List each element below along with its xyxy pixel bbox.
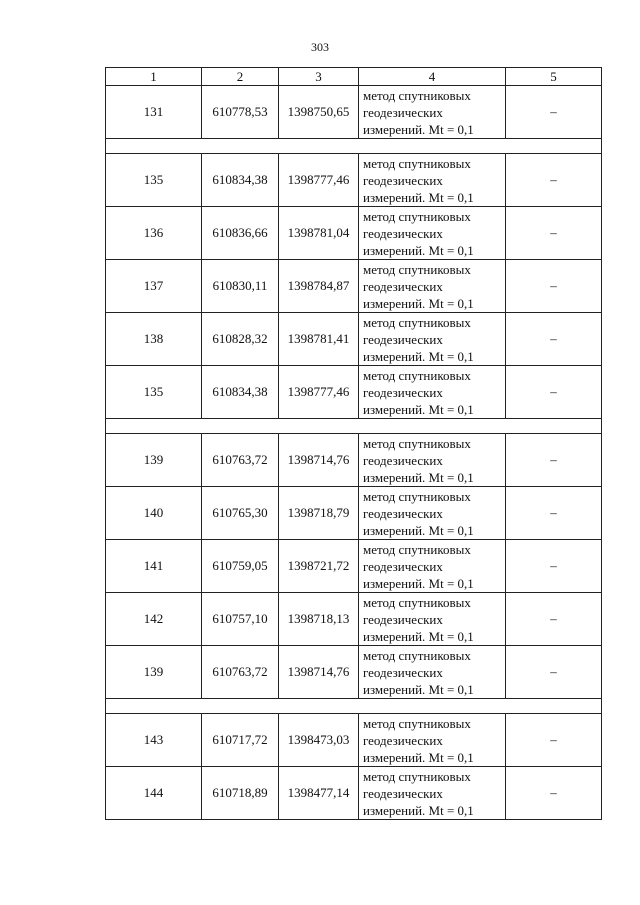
x-coordinate-cell: 610828,32 [202,313,279,366]
method-line: измерений. Mt = 0,1 [363,242,474,258]
separator-row [106,139,602,154]
method-line: метод спутниковых [363,435,471,451]
x-coordinate-cell: 610834,38 [202,366,279,419]
method-line: метод спутниковых [363,367,471,383]
method-cell [359,646,506,699]
method-line: геодезических [363,558,443,574]
table-row [106,540,602,593]
point-number-cell: 137 [106,260,202,313]
point-number-cell: 144 [106,767,202,820]
point-number-cell: 139 [106,646,202,699]
method-line: измерений. Mt = 0,1 [363,189,474,205]
x-coordinate-cell: 610765,30 [202,487,279,540]
method-line: измерений. Mt = 0,1 [363,295,474,311]
separator-row [106,699,602,714]
method-line: метод спутниковых [363,768,471,784]
column-header: 4 [359,68,506,86]
x-coordinate-cell: 610830,11 [202,260,279,313]
method-cell [359,86,506,139]
separator-cell [106,139,602,154]
method-line: измерений. Mt = 0,1 [363,575,474,591]
y-coordinate-cell: 1398777,46 [279,154,359,207]
method-cell [359,207,506,260]
method-line: геодезических [363,384,443,400]
point-number-cell: 135 [106,154,202,207]
method-line: измерений. Mt = 0,1 [363,348,474,364]
page-number: 303 [311,40,329,54]
y-coordinate-cell: 1398750,65 [279,86,359,139]
table-row [106,487,602,540]
header-row [106,68,602,86]
y-coordinate-cell: 1398721,72 [279,540,359,593]
separator-row [106,419,602,434]
method-line: измерений. Mt = 0,1 [363,522,474,538]
x-coordinate-cell: 610757,10 [202,593,279,646]
method-cell [359,540,506,593]
method-line: геодезических [363,611,443,627]
point-number-cell: 142 [106,593,202,646]
method-cell [359,593,506,646]
method-line: метод спутниковых [363,715,471,731]
method-line: метод спутниковых [363,647,471,663]
separator-cell [106,419,602,434]
method-line: геодезических [363,732,443,748]
note-cell: – [506,540,602,593]
table-row [106,313,602,366]
y-coordinate-cell: 1398781,04 [279,207,359,260]
method-line: метод спутниковых [363,155,471,171]
method-cell [359,767,506,820]
method-cell [359,260,506,313]
method-line: геодезических [363,331,443,347]
x-coordinate-cell: 610778,53 [202,86,279,139]
point-number-cell: 138 [106,313,202,366]
y-coordinate-cell: 1398714,76 [279,646,359,699]
x-coordinate-cell: 610718,89 [202,767,279,820]
method-cell [359,434,506,487]
y-coordinate-cell: 1398777,46 [279,366,359,419]
y-coordinate-cell: 1398781,41 [279,313,359,366]
coordinates-table [105,67,602,820]
point-number-cell: 141 [106,540,202,593]
table-body [106,86,602,820]
method-line: метод спутниковых [363,261,471,277]
method-line: геодезических [363,505,443,521]
x-coordinate-cell: 610759,05 [202,540,279,593]
method-cell [359,366,506,419]
note-cell: – [506,646,602,699]
y-coordinate-cell: 1398477,14 [279,767,359,820]
note-cell: – [506,714,602,767]
method-line: метод спутниковых [363,541,471,557]
table-row [106,154,602,207]
y-coordinate-cell: 1398714,76 [279,434,359,487]
note-cell: – [506,86,602,139]
table-row [106,366,602,419]
method-line: измерений. Mt = 0,1 [363,121,474,137]
y-coordinate-cell: 1398718,13 [279,593,359,646]
method-line: геодезических [363,664,443,680]
method-cell [359,487,506,540]
y-coordinate-cell: 1398784,87 [279,260,359,313]
separator-cell [106,699,602,714]
point-number-cell: 140 [106,487,202,540]
method-line: метод спутниковых [363,594,471,610]
note-cell: – [506,487,602,540]
method-line: геодезических [363,225,443,241]
table-row [106,260,602,313]
method-line: метод спутниковых [363,488,471,504]
table-row [106,646,602,699]
method-line: геодезических [363,278,443,294]
note-cell: – [506,767,602,820]
method-line: измерений. Mt = 0,1 [363,681,474,697]
method-line: метод спутниковых [363,208,471,224]
x-coordinate-cell: 610763,72 [202,646,279,699]
method-line: измерений. Mt = 0,1 [363,401,474,417]
table-row [106,86,602,139]
method-line: геодезических [363,104,443,120]
method-cell [359,154,506,207]
y-coordinate-cell: 1398718,79 [279,487,359,540]
method-line: измерений. Mt = 0,1 [363,749,474,765]
method-line: измерений. Mt = 0,1 [363,469,474,485]
column-header: 5 [506,68,602,86]
method-cell [359,714,506,767]
method-line: метод спутниковых [363,87,471,103]
x-coordinate-cell: 610834,38 [202,154,279,207]
method-line: измерений. Mt = 0,1 [363,628,474,644]
table-row [106,593,602,646]
note-cell: – [506,593,602,646]
x-coordinate-cell: 610763,72 [202,434,279,487]
table-row [106,714,602,767]
note-cell: – [506,434,602,487]
point-number-cell: 131 [106,86,202,139]
column-header: 3 [279,68,359,86]
method-line: геодезических [363,172,443,188]
table-row [106,207,602,260]
note-cell: – [506,207,602,260]
column-header: 2 [202,68,279,86]
point-number-cell: 136 [106,207,202,260]
table-row [106,434,602,487]
note-cell: – [506,366,602,419]
note-cell: – [506,313,602,366]
method-line: метод спутниковых [363,314,471,330]
table-row [106,767,602,820]
method-line: геодезических [363,785,443,801]
y-coordinate-cell: 1398473,03 [279,714,359,767]
method-line: измерений. Mt = 0,1 [363,802,474,818]
point-number-cell: 143 [106,714,202,767]
x-coordinate-cell: 610836,66 [202,207,279,260]
note-cell: – [506,154,602,207]
method-cell [359,313,506,366]
x-coordinate-cell: 610717,72 [202,714,279,767]
column-header: 1 [106,68,202,86]
method-line: геодезических [363,452,443,468]
note-cell: – [506,260,602,313]
point-number-cell: 139 [106,434,202,487]
point-number-cell: 135 [106,366,202,419]
